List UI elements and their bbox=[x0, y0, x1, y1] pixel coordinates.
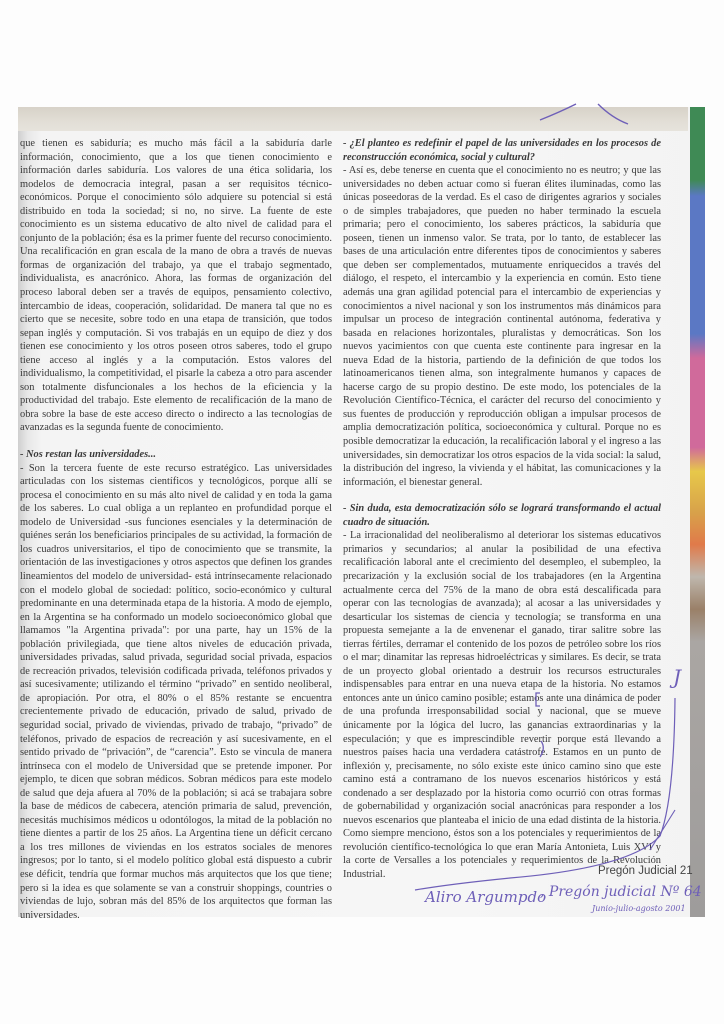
page-header-band bbox=[18, 107, 688, 131]
interview-answer: - La irracionalidad del neoliberalismo al deteriorar los sistemas educativos primarios y secundarios; al anular la posibilidad de una efectiva recalificación laboral ante el crecimiento del desempleo, el subempleo, la precarización y la exclusión social de los trabajadores (en la Argentina actualmente cerca del 75% de la mano de obra está descalificada para operar con las tecnologías de avanzada); al acosar a las universidades y desarticular los sistemas de ciencia y tecnología; se transforma en una propuesta semejante a la de envenenar el ganado, tirar salitre sobre las tierras fértiles, derramar el contenido de los pozos de petróleo sobre los ríos o el mar; dinamitar las represas hidroeléctricas y similares. Es decir, se trata de un proyecto global orientado a destruir los recursos estructurales indispensables para entrar en una nueva etapa de la historia. No estamos entonces ante un único camino posible; estamos ante una dinámica de poder de una profunda irresponsabilidad social y nacional, que se mueve únicamente por la lógica del lucro, las ganancias extraordinarias y la especulación; y que es imprescindible revertir porque está llevando a nuestros países hacia una verdadera catástrofe. Estamos en un punto de inflexión y, precisamente, no sólo existe este único camino sino que este camino está a contramano de los nuevos escenarios históricos y está condenado a ser desplazado por la historia como ocurrió con otras formas de gobernabilidad y organización social anacrónicas para responder a los nuevos escenarios que planteaba el inicio de una edad distinta de la historia. Como siempre menciono, éstos son a los potenciales y requerimientos de la revolución científico-tecnológica lo que eran María Antonieta, Luis XVI y la corte de Versalles a los potenciales y requerimientos de la Revolución Industrial. bbox=[343, 530, 661, 880]
handwritten-source-note: , Pregón judicial Nº 64 bbox=[540, 884, 702, 900]
scanned-page bbox=[18, 107, 705, 921]
right-column bbox=[343, 137, 661, 882]
page-footer-publication: Pregón Judicial 21 bbox=[598, 865, 693, 877]
body-paragraph: que tienen es sabiduría; es mucho más fácil a la sabiduría darle información, conocimiento, que a los que tienen conocimiento e información darles sabiduría. Los valores de una ética solidaria, los modelos de democracia integral, pasan a ser requisitos técnico-económicos. Porque el conocimiento sólo adquiere su potencial si está distribuido en toda la sociedad; si no, no sirve. La fuente de este conocimiento es un sistema educativo de alto nivel de calidad para el conjunto de la población; ésa es la primer fuente del recurso conocimiento. Una recalificación en gran escala de la mano de obra a través de nuevas formas de organización del trabajo, ya que el trabajo segmentado, individualista, es anacrónico. Ahora, las formas de organización del proceso laboral deben ser a través de equipos, pensamiento colectivo, intercambio de ideas, cooperación, solidaridad. De manera tal que no es cierto que se necesite, sobre todo en una etapa de transición, que todos sepan inglés y computación. Si vos trabajás en un equipo de diez y dos tienen ese conocimiento y los otros poseen otros saberes, todo el grupo tiene acceso al inglés y a la computación. Estos valores del individualismo, la competitividad, el pisarle la cabeza a otro para ascender son totalmente disfuncionales a los hechos de la eficiencia y la productividad del trabajo. Este elemento de recalificación de la mano de obra sobre la base de este acceso directo o indirecto a las tecnologías de avanzadas es la segunda fuente de conocimiento. bbox=[20, 138, 332, 434]
interview-question: - ¿El planteo es redefinir el papel de las universidades en los procesos de reconstrucción económica, social y cultural? bbox=[343, 138, 661, 163]
left-column bbox=[20, 137, 332, 922]
interview-question: - Nos restan las universidades... bbox=[20, 449, 156, 461]
page-edge-color-strip bbox=[690, 107, 705, 917]
handwritten-date-note: Junio-julio-agosto 2001 bbox=[592, 904, 686, 913]
handwritten-margin-mark: J bbox=[673, 665, 682, 689]
interview-question: - Sin duda, esta democratización sólo se logrará transformando el actual cuadro de situación. bbox=[343, 503, 661, 528]
handwritten-author-note: Aliro Argumpdo bbox=[425, 888, 547, 906]
interview-answer: - Son la tercera fuente de este recurso estratégico. Las universidades articuladas con los sistemas científicos y tecnológicos, porque allí se procesa el conocimiento en su más alto nivel de calidad y en toda la gama de los saberes. Lo cual obliga a un replanteo en profundidad porque el modelo de Universidad -sus funciones esenciales y la determinación de quiénes serán los beneficiarios principales de su actividad, la formación de los cuadros universitarios, el tipo de conocimiento que se transmite, la orientación de las investigaciones y otros aspectos que definen los grandes lineamientos del modelo de universidad- está intrínsecamente relacionado con el modelo global de sociedad: político, socio-económico y cultural predominante en una determinada etapa de la historia. A modo de ejemplo, en la Argentina se ha conformado un modelo socioeconómico global que llamamos "la Argentina privada": por una parte, hay un 15% de la población privilegiada, que tiene altos niveles de educación privada, universidades privadas, salud privada, seguridad social privada, espacios de recreación privados, televisión codificada privada, teléfonos privados y así sucesivamente; utilizando el término “privado” en sentido neoliberal, de apropiación. Por otra, el 80% o el 85% restante se encuentra crecientemente privado de educación, privado de salud, privado de seguridad social, privado de viviendas, privado de trabajo, “privado” de teléfonos, privado de espacios de recreación y así sucesivamente, en el sentido privado de “privación”, de “carencia”. Esto se vincula de manera intrínseca con el modelo de Universidad que se pretende imponer. Por ejemplo, te dicen que sobran médicos. Sobran médicos para este modelo de salud que deja afuera al 70% de la población; si acá se trabajara sobre la base de médicos de cabecera, atención primaria de salud, prevención, necesitás muchísimos médicos u odontólogos, la mitad de la población no tiene dientes a partir de los 25 años. La Argentina tiene un déficit cercano a los tres millones de viviendas en los estratos sociales de menores ingresos; por lo tanto, si el modelo político global está dispuesto a cubrir ese déficit, tendría que formar muchos más arquitectos que los que tiene; pero si la idea es que solamente se van a construir shoppings, countries o viviendas de lujo, sobran más del 85% de los arquitectos que forman las universidades. bbox=[20, 462, 332, 921]
interview-answer: - Así es, debe tenerse en cuenta que el conocimiento no es neutro; y que las universidades no deben actuar como si fueran élites iluminadas, como las únicas poseedoras de la verdad. Es el caso de dirigentes agrarios y sociales o de simples trabajadores, que pueden no haber terminado la escuela primaria; pero el conocimiento, los saberes prácticos, la sabiduría que poseen, tienen un inmenso valor. Se trata, por lo tanto, de establecer las bases de una articulación entre diferentes tipos de conocimientos y saberes que deben ser complementados, mutuamente enriquecidos a través del diálogo, el respeto, el intercambio y la experiencia en común. Esto tiene además una gran agilidad potencial para el intercambio de experiencias y conocimientos a nivel nacional y son los instrumentos más dinámicos para impulsar un proceso de integración continental autónoma, federativa y basada en relaciones horizontales, pluralistas y democráticas. Son los nuevos yacimientos con que cuenta este continente para ingresar en la nueva Edad de la historia, partiendo de la definición de que todos los latinoamericanos tienen alma, son integralmente humanos y capaces de hacerse cargo de su propio destino. De este modo, los potenciales de la Revolución Científico-Técnica, el carácter del recurso del conocimiento y sus fuentes de producción y reproducción obligan a impulsar procesos de amplia democratización política, socioeconómica y cultural. Porque no es posible democratizar la educación, la recalificación laboral y el ingreso a las universidades, sin democratizar los otros espacios de la vida social: la salud, la distribución del ingreso, la vivienda y el hábitat, las comunicaciones y la información, el bienestar general. bbox=[343, 165, 661, 488]
